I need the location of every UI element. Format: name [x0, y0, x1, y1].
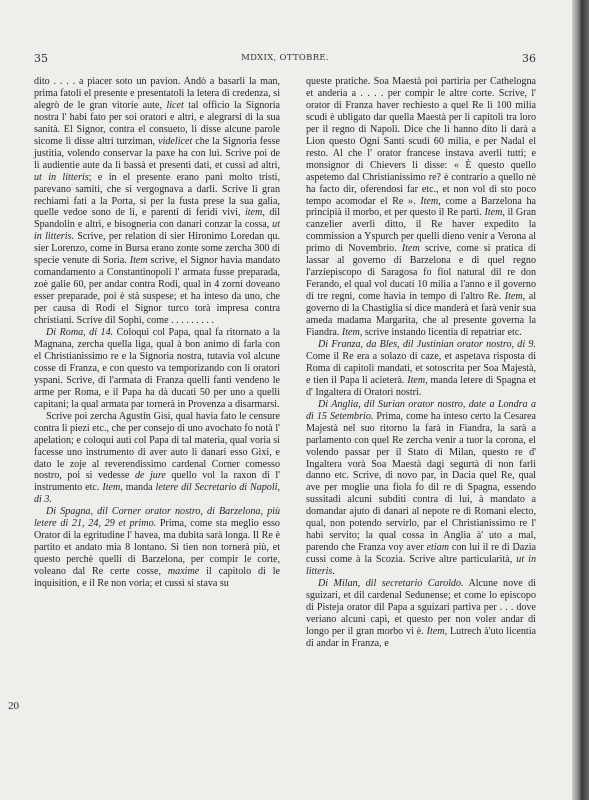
section-heading-england: Di Anglia, dil Surian orator nostro, date a Londra a dì 15 Setembrio. — [306, 398, 536, 422]
margin-line-number: 20 — [8, 700, 19, 712]
paragraph-milan: Di Milan, dil secretario Caroldo. Alcune nove di sguizari, et dil cardenal Sedunense; et come lo episcopo di Pisteja orator dil Papa a sguizari partiva per . . . dove veriano alcuni capi, et questo per non voler andar di longo per il gran morbo vi è. Item, Lutrech à'uto licentia di andar in Franza, e — [306, 578, 537, 649]
right-column — [306, 76, 536, 650]
left-page-number: 35 — [34, 52, 48, 65]
right-page-number: 36 — [522, 52, 536, 65]
running-header — [34, 52, 536, 68]
page-binding-edge — [572, 0, 589, 800]
paragraph-rome: Di Roma, di 14. Coloqui col Papa, qual fa ritornato a la Magnana, zercha quella liga, qual à bon animo di farla con el Christianissimo re e la Signoria nostra, tutavia vol alcune cosse di Franza, e con questo va temporizando con li oratori yspani. Scrive, di l'armata di Franza quelli fanti vendeno le arme per Roma, e il Papa ha dà ducati 50 per uno a quelli capitani; la qual armata par tornerà in Provenza a disarmarsi. — [34, 327, 280, 410]
paragraph-france: Di Franza, da Bles, dil Justinian orator nostro, di 9. Come il Re era a solazo di caze, et aspetava risposta di Roma di capitoli mandati, et sotoscrita per Soa Majestà, e tien il Papa li acieterà. Item, manda letere di Spagna et d' Ingaltera di Oratori nostri. — [306, 338, 536, 398]
section-heading-france: Di Franza, da Bles, dil Justinian orator nostro, di 9. — [318, 338, 536, 350]
section-heading-milan: Di Milan, dil secretario Caroldo. — [318, 578, 464, 590]
paragraph-gisi: Scrive poi zercha Agustin Gisi, qual havia fato le censure contra li piezi etc., che per consejo di uno avochato fo notà l' apelation; e coloqui auti col Papa di tal materia, qual voria si facesse uno instrumento di aver auto li danari esso Gixi, e dato le zoje al reverendissimo cardenal Corner comesso nostro, poi si vedesse de jure quello vol la raxon di l' instrumento etc. Item, manda letere dil Secretario di Napoli, di 3. — [34, 410, 280, 506]
paragraph-turkey-report: dito . . . . a piacer soto un pavion. Andò a basarli la man, prima fatoli el presente e presentatoli la letera di credenza, si alegrò de le gran vitorie aute, licet tal officio la Signoria nostra l' habi fato per soi oratori e altri, e alegrarsi di la sua sanità. El Signor, contra el consueto, li disse alcune parole sicome li disse altri turziman, videlicet che la Signoria fesse justitia, volendo conservar la paxe ha con lui. Scrive poi de li audientie aute da li bassà et presenti dati, et cussì ad altri, ut in litteris; e in el presente erano pani molto tristi, parevano samiti, che si vergognava a darli. Scrive li gran rechiami fati a la Porta, si per la fusta prese la sua galia, quelle vedoe sono de lì, e parenti di feridi vivi, item, dil Spandolin e altri, e bisogneria con danari conzar la cossa, ut in litteris. Scrive, per relation di sier Hironimo Loredan qu. sier Lorenzo, come in Bursa erano zonte some zercha 300 di specie venute di Soria. Item scrive, el Signor havia mandato comandamento a Constantinopoli l' armata fusse preparada, zoè galie 60, per andar contra Rodi, qual in 4 zorni doveano esser preparade, poi è stà suspese; et ha inteso da uno, che per causa di Rodi el Signor turco torà impresa contra christiani. Scrive dil Sophì, come . . . . . . . . . — [34, 76, 281, 327]
paragraph-spain: Di Spagna, dil Corner orator nostro, di Barzelona, più letere di 21, 24, 29 et primo. Prima, come sta meglio esso Orator di la egritudine l' havea, ma dubita sarà longa. Il Re è partito et andato mia 8 lontano. Si tien non tornerà più, et questo perchè quelli di Barzelona, per compir le corte, voleano dal Re certe cosse, maxime il capitolo di le inquisition, e il Re non voria; et cussì si stava su — [34, 506, 280, 590]
section-heading-spain: Di Spagna, dil Corner orator nostro, di Barzelona, più letere di 21, 24, 29 et primo. — [34, 506, 280, 530]
left-column — [34, 76, 280, 590]
running-title: MDXIX, OTTOBRE. — [241, 53, 329, 63]
paragraph-spain-continued: queste pratiche. Soa Maestà poi partiria per Cathelogna et anderia a . . . . per compir le altre corte. Scrive, l' orator di Franza haver rechiesto a quel Re li 100 milia scudi è ubligato dar quella Maestà per li capitoli tra loro per il regno di Napoli. Dice che li hanno dito li darà a Lion questo Ogni Santi scudi 60 milia, e per Nadal el resto. Al che l' orator francese instava averli tutti; e monsignor di Chievers li disse: « È questo quello aspetemo dal Christianissimo re? è contrario a quello nè ha facto dir, oferendosi far etc., et non vol di sto poco tempo acomodar el Re ». Item, come a Barzelona ha principià il morbo, et per questo il Re partì. Item, il Gran canzelier averli ditto, il Re haver expedito la commission a Yspurch per quelli dieno venir a Verona al primo di Novembrio. Item scrive, come si pratica di lassar al governo di Barzelona e di quel regno l'arziepiscopo di Saragosa fo fiol natural dil re don Ferando, el qual vol ducati 10 milia a l'anno e il governo di tre regni, come havia in tempo di l'altro Re. Item, al governo di la Chastiglia si dice manderà et farà venir sua ameda madama Margarita, che al presente governa la Fiandra. Item, scrive instando licentia di repatriar etc. — [306, 76, 537, 339]
section-heading-rome: Di Roma, di 14. — [46, 327, 114, 339]
paragraph-england: Di Anglia, dil Surian orator nostro, date a Londra a dì 15 Setembrio. Prima, come ha inteso certo la Cesarea Majestà nel suo ritorno la farà in Fiandra, la sarà a parlamento con quel Re zercha venir a tuor la corona, el volendo passar per il Stato di Milan, questo re d' Ingaltera vorà Soa Maestà dagi segurtà di non farli danno etc. Scrive, di novo par, in Dacia quel Re, qual ave per moglie una fiola fo dil re di Spagna, essendo sussitadi alcuni subditi contra di lui, à mandato a domandar ajuto di danari al nepote re di Romani electo, qual, non potendo servirlo, par el Christianissimo re l' habi servito; la qual cossa in Anglia à' uto a mal, parendo che Franza voy aver etiam con lui il re di Dazia cussi come à la Scozia. Scrive altre particularità, ut in litteris. — [306, 398, 536, 578]
